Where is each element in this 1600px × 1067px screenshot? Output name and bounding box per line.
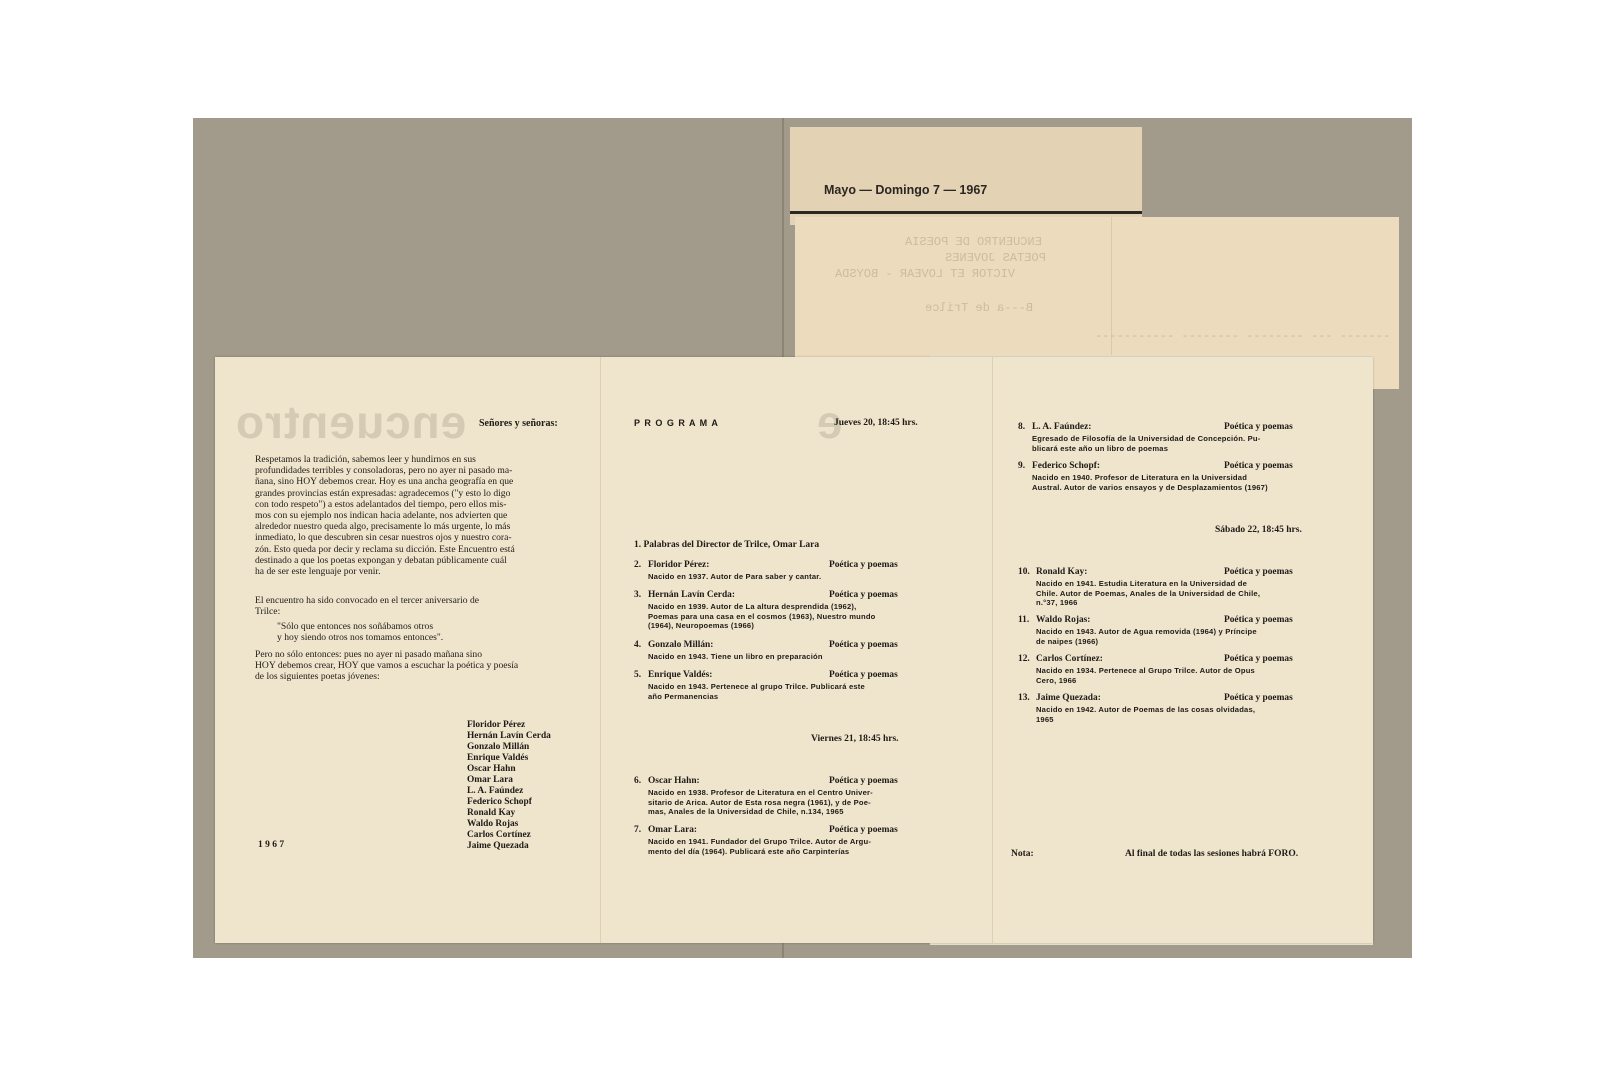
poets-list (467, 720, 551, 852)
clipping-rule (790, 211, 1142, 214)
clipping-header: Mayo — Domingo 7 — 1967 (824, 183, 988, 197)
entry-poet: Enrique Valdés: (648, 670, 713, 680)
program-brochure (215, 357, 1373, 943)
entry-poet: Ronald Kay: (1036, 567, 1088, 577)
poet-name: Jaime Quezada (467, 841, 529, 851)
entry-poet: Hernán Lavín Cerda: (648, 590, 735, 600)
entry-poet: Jaime Quezada: (1036, 693, 1101, 703)
entry-topic: Poética y poemas (1224, 461, 1293, 471)
entry-poet: Omar Lara: (648, 825, 698, 835)
entry-number: 9. (1018, 461, 1026, 471)
entry-number: 7. (634, 825, 642, 835)
program-entry (634, 560, 979, 582)
entry-bio: Nacido en 1938. Profesor de Literatura en el Centro Univer- sitario de Arica. Autor de Esta rosa negra (1961), y de Poe- mas, Anales de la Universidad de Chile, n.134, 1965 (648, 788, 873, 817)
program-entry (1018, 693, 1348, 724)
program-entry (634, 776, 979, 817)
intro-paragraph: Respetamos la tradición, sabemos leer y hundirnos en sus profundidades terribles y consoladoras, pero no ayer ni pasado ma- ñana, sino HOY debemos crear. Hoy es una ancha geografía en que grandes provincias están expresadas: agradecemos ("y esto lo digo con todo respeto") a estos adelantados del tiempo, pero ellos mis- mos con su ejemplo nos indican hacia adelante, nos advierten que alrededor nuestro queda algo, precisamente lo más urgente, lo más inmediato, lo que descubren sin cesar nuestros ojos y nuestro cora- zón. Esto queda por decir y reclama su dicción. Este Encuentro está destinado a que los poetas expongan y debatan públicamente cuál ha de ser este lenguaje por venir. (255, 454, 515, 578)
entry-number: 4. (634, 640, 642, 650)
trilce-quote: "Sólo que entonces nos soñábamos otros y hoy siendo otros nos tomamos entonces". (277, 621, 444, 644)
poet-name: Ronald Kay (467, 808, 516, 818)
entry-topic: Poética y poemas (1224, 654, 1293, 664)
entry-number: 6. (634, 776, 642, 786)
entry-bio: Nacido en 1943. Tiene un libro en preparación (648, 652, 823, 661)
poet-name: Enrique Valdés (467, 753, 529, 763)
program-entry (634, 590, 979, 631)
poet-name: Federico Schopf (467, 797, 532, 807)
program-entry (634, 825, 979, 856)
entry-bio: Nacido en 1940. Profesor de Literatura en la Universidad Austral. Autor de varios ensayos y de Desplazamientos (1967) (1032, 473, 1268, 492)
program-entry (1018, 567, 1348, 608)
program-item-1: 1. Palabras del Director de Trilce, Omar Lara (634, 540, 820, 550)
show-through-title: encuentro (235, 396, 467, 448)
program-panel-2 (992, 357, 1374, 943)
entry-poet: L. A. Faúndez: (1032, 422, 1092, 432)
entry-topic: Poética y poemas (1224, 693, 1293, 703)
entry-number: 10. (1018, 567, 1030, 577)
entry-poet: Federico Schopf: (1032, 461, 1100, 471)
poet-name: Hernán Lavín Cerda (467, 731, 551, 741)
day-saturday: Sábado 22, 18:45 hrs. (1215, 525, 1302, 535)
program-entry (1018, 615, 1348, 646)
entry-topic: Poética y poemas (1224, 567, 1293, 577)
entry-topic: Poética y poemas (829, 560, 898, 570)
entry-bio: Nacido en 1943. Pertenece al grupo Trilce. Publicará este año Permanencias (648, 682, 865, 701)
entry-topic: Poética y poemas (829, 640, 898, 650)
poet-name: Waldo Rojas (467, 819, 519, 829)
entry-topic: Poética y poemas (829, 776, 898, 786)
nota-label: Nota: (1011, 849, 1034, 859)
entry-number: 13. (1018, 693, 1030, 703)
entry-topic: Poética y poemas (1224, 422, 1293, 432)
entry-poet: Waldo Rojas: (1036, 615, 1091, 625)
entry-number: 12. (1018, 654, 1030, 664)
show-through-word: e (816, 396, 843, 448)
entry-number: 11. (1018, 615, 1030, 625)
entry-poet: Gonzalo Millán: (648, 640, 714, 650)
entry-poet: Oscar Hahn: (648, 776, 700, 786)
bleed-through-text: ENCUENTRO DE POESIA POETAS JOVENES VICTOR ET LOVEAR - BOYSDA B---a de Trilce ------- --- -------- -------- ----------- (835, 235, 1391, 343)
entry-bio: Nacido en 1942. Autor de Poemas de las cosas olvidadas, 1965 (1036, 705, 1256, 724)
entry-number: 3. (634, 590, 642, 600)
entry-number: 5. (634, 670, 642, 680)
poet-name: L. A. Faúndez (467, 786, 524, 796)
entry-topic: Poética y poemas (1224, 615, 1293, 625)
entry-topic: Poética y poemas (829, 670, 898, 680)
convocation-paragraph: El encuentro ha sido convocado en el tercer aniversario de Trilce: (255, 595, 480, 618)
poet-name: Omar Lara (467, 775, 513, 785)
program-panel-1 (600, 357, 993, 943)
closing-paragraph: Pero no sólo entonces: pues no ayer ni pasado mañana sino HOY debemos crear, HOY que vamos a escuchar la poética y poesía de los siguientes poetas jóvenes: (255, 649, 519, 683)
entry-bio: Nacido en 1941. Estudia Literatura en la Universidad de Chile. Autor de Poemas, Anales de la Universidad de Chile, n.°37, 1966 (1036, 579, 1261, 608)
day-thursday: Jueves 20, 18:45 hrs. (834, 418, 918, 428)
entry-poet: Floridor Pérez: (648, 560, 710, 570)
entry-bio: Egresado de Filosofía de la Universidad de Concepción. Pu- blicará este año un libro de poemas (1032, 434, 1261, 453)
entry-poet: Carlos Cortínez: (1036, 654, 1103, 664)
programa-heading: P R O G R A M A (634, 418, 719, 428)
entry-number: 2. (634, 560, 642, 570)
greeting: Señores y señoras: (479, 418, 558, 429)
entry-bio: Nacido en 1939. Autor de La altura desprendida (1962), Poemas para una casa en el cosmos (1963), Nuestro mundo (1964), Neuropoemas (1966) (648, 602, 876, 631)
day-friday: Viernes 21, 18:45 hrs. (811, 734, 899, 744)
program-entry (1018, 654, 1348, 685)
intro-panel (215, 357, 600, 943)
entry-bio: Nacido en 1934. Pertenece al Grupo Trilce. Autor de Opus Cero, 1966 (1036, 666, 1255, 685)
entry-bio: Nacido en 1937. Autor de Para saber y cantar. (648, 572, 822, 581)
entry-topic: Poética y poemas (829, 590, 898, 600)
newspaper-clipping (790, 127, 1142, 225)
poet-name: Floridor Pérez (467, 720, 526, 730)
entry-number: 8. (1018, 422, 1026, 432)
poet-name: Oscar Hahn (467, 764, 516, 774)
entry-bio: Nacido en 1943. Autor de Agua removida (1964) y Príncipe de naipes (1966) (1036, 627, 1257, 646)
entry-bio: Nacido en 1941. Fundador del Grupo Trilce. Autor de Argu- mento del día (1964). Publicará este año Carpinterías (648, 837, 872, 856)
program-entry (634, 670, 979, 701)
program-entry (1018, 422, 1348, 453)
poet-name: Carlos Cortínez (467, 830, 531, 840)
poet-name: Gonzalo Millán (467, 742, 530, 752)
nota-text: Al final de todas las sesiones habrá FORO. (1125, 849, 1299, 859)
program-entry (1018, 461, 1348, 492)
year: 1 9 6 7 (258, 840, 285, 850)
entry-topic: Poética y poemas (829, 825, 898, 835)
program-entry (634, 640, 979, 662)
